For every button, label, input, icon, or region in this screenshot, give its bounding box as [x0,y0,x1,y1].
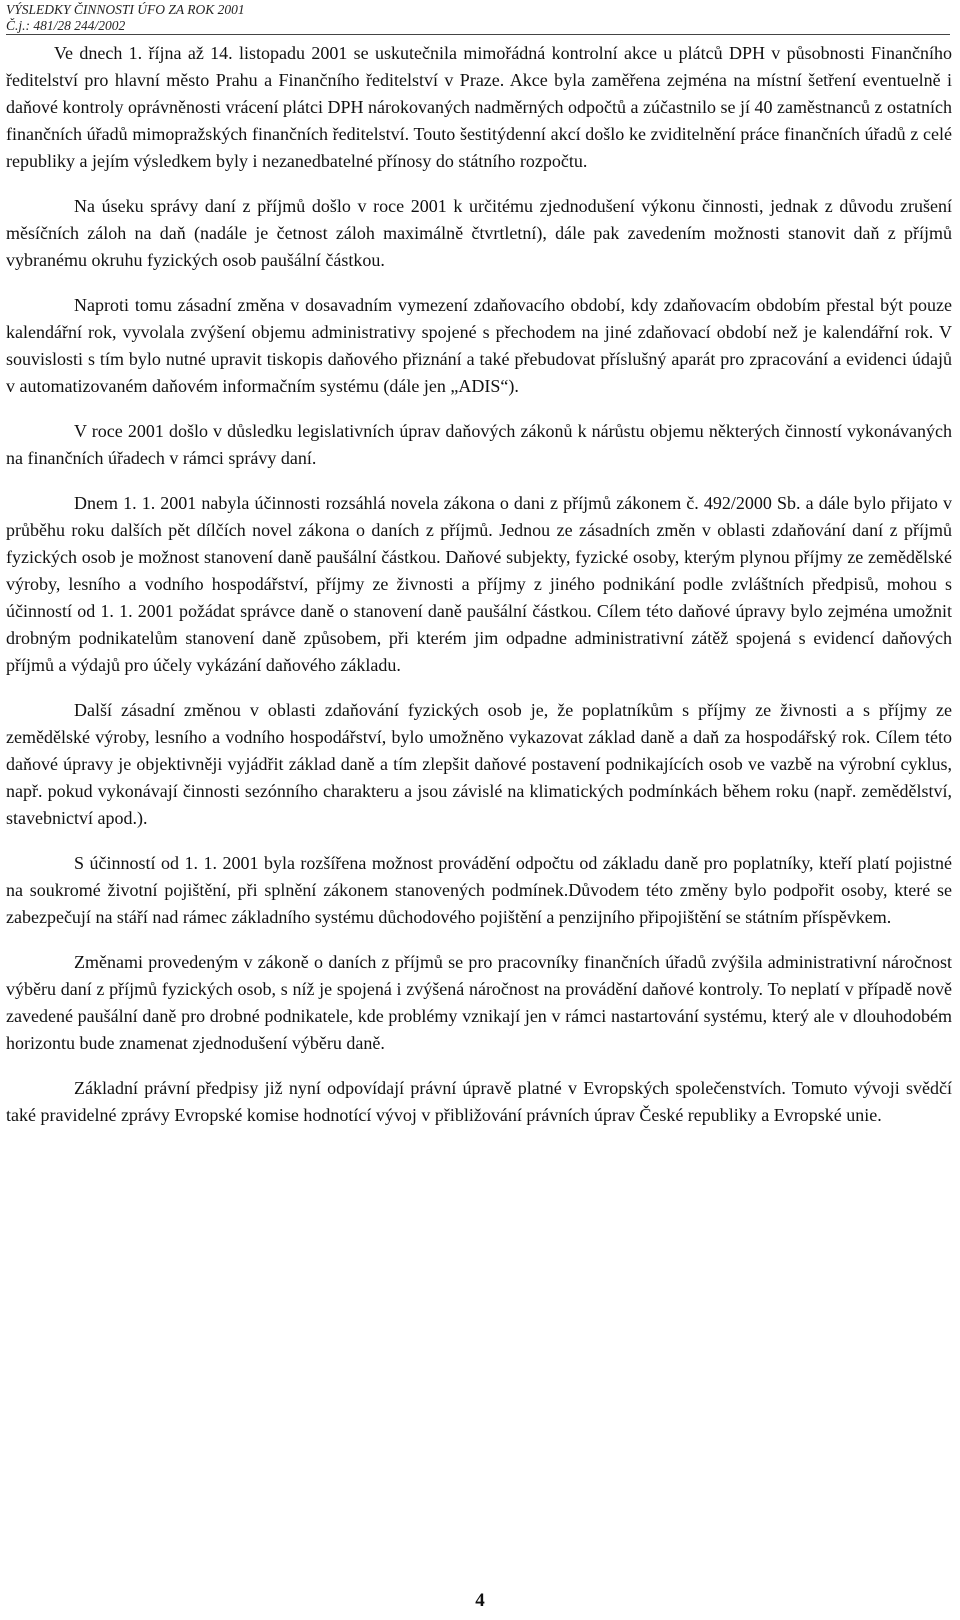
document-body [6,40,952,1129]
paragraph-legislative-changes: V roce 2001 došlo v důsledku legislativních úprav daňových zákonů k nárůstu objemu některých činností vykonávaných na finančních úřadech v rámci správy daní. [6,421,952,468]
paragraph-income-tax-simplification: Na úseku správy daní z příjmů došlo v roce 2001 k určitému zjednodušení výkonu činnosti, jednak z důvodu zrušení měsíčních záloh na daň (nadále je četnost záloh maximálně čtvrtletní), dále pak zavedením možnosti stanovit daň z příjmů vybranému okruhu fyzických osob paušální částkou. [6,196,952,270]
paragraph-eu-harmonization: Základní právní předpisy již nyní odpovídají právní úpravě platné v Evropských společenstvích. Tomuto vývoji svědčí také pravidelné zprávy Evropské komise hodnotící vývoj v přibližování právních úprav České republiky a Evropské unie. [6,1078,952,1125]
running-header [6,2,245,33]
header-divider [6,34,950,35]
header-reference-number: Č.j.: 481/28 244/2002 [6,17,126,33]
paragraph-fiscal-year-option: Další zásadní změnou v oblasti zdaňování fyzických osob je, že poplatníkům s příjmy ze živnosti a s příjmy ze zemědělské výroby, lesního a vodního hospodářství, bylo umožněno vykazovat základ daně a daň za hospodářský rok. Cílem této daňové úpravy je objektivněji vyjádřit základ daně a tím zlepšit daňové postavení podnikajících osob ve vazbě na výrobní cyklus, např. pokud vykonávají činnosti sezónního charakteru a jsou závislé na klimatických podmínkách během roku (např. zemědělství, stavebnictví apod.). [6,700,952,828]
paragraph-administrative-burden: Změnami provedeným v zákoně o daních z příjmů se pro pracovníky finančních úřadů zvýšila administrativní náročnost výběru daní z příjmů fyzických osob, s níž je spojená i zvýšená náročnost na provádění daňové kontroly. To neplatí v případě nově zavedené paušální daně pro drobné podnikatele, kde problémy vznikají jen v rámci nastartování systému, který ale v dlouhodobém horizontu bude znamenat zjednodušení výběru daně. [6,952,952,1053]
header-title: VÝSLEDKY ČINNOSTI ÚFO ZA ROK 2001 [6,2,245,17]
paragraph-income-tax-amendment: Dnem 1. 1. 2001 nabyla účinnosti rozsáhlá novela zákona o dani z příjmů zákonem č. 492/2000 Sb. a dále bylo přijato v průběhu roku dalších pět dílčích novel zákona o daních z příjmů. Jednou ze zásadních změn v oblasti zdaňování daní z příjmů fyzických osob je možnost stanovení daně paušální částkou. Daňové subjekty, fyzické osoby, kterým plynou příjmy ze zemědělské výroby, lesního a vodního hospodářství, příjmy ze živnosti a příjmy z jiného podnikání podle zvláštních předpisů, mohou s účinností od 1. 1. 2001 požádat správce daně o stanovení daně paušální částkou. Cílem této daňové úpravy bylo zejména umožnit drobným podnikatelům stanovení daně způsobem, při kterém jim odpadne administrativní zátěž spojená s evidencí daňových příjmů a výdajů pro účely vykázání daňového základu. [6,493,952,675]
page-number: 4 [475,1590,485,1611]
paragraph-vat-control-action: Ve dnech 1. října až 14. listopadu 2001 se uskutečnila mimořádná kontrolní akce u plátců DPH v působnosti Finančního ředitelství pro hlavní město Prahu a Finančního ředitelství v Praze. Akce byla zaměřena zejména na místní šetření eventuelně i daňové kontroly oprávněnosti vrácení plátci DPH nárokovaných nadměrných odpočtů a zúčastnilo se jí 40 zaměstnanců z ostatních finančních úřadů mimopražských finančních ředitelství. Touto šestitýdenní akcí došlo ke zviditelnění práce finančních úřadů z celé republiky a jejím výsledkem byly i nezanedbatelné přínosy do státního rozpočtu. [6,43,952,171]
paragraph-life-insurance-deduction: S účinností od 1. 1. 2001 byla rozšířena možnost provádění odpočtu od základu daně pro poplatníky, kteří platí pojistné na soukromé životní pojištění, při splnění zákonem stanovených podmínek.Důvodem této změny bylo podpořit osoby, které se zabezpečují na stáří nad rámec základního systému důchodového pojištění a penzijního připojištění se státním příspěvkem. [6,853,952,927]
paragraph-tax-period-change: Naproti tomu zásadní změna v dosavadním vymezení zdaňovacího období, kdy zdaňovacím obdobím přestal být pouze kalendářní rok, vyvolala zvýšení objemu administrativy spojené s přechodem na jiné zdaňovací období než je kalendářní rok. V souvislosti s tím bylo nutné upravit tiskopis daňového přiznání a také přebudovat příslušný aparát pro zpracování a evidenci údajů v automatizovaném daňovém informačním systému (dále jen „ADIS“). [6,295,952,396]
